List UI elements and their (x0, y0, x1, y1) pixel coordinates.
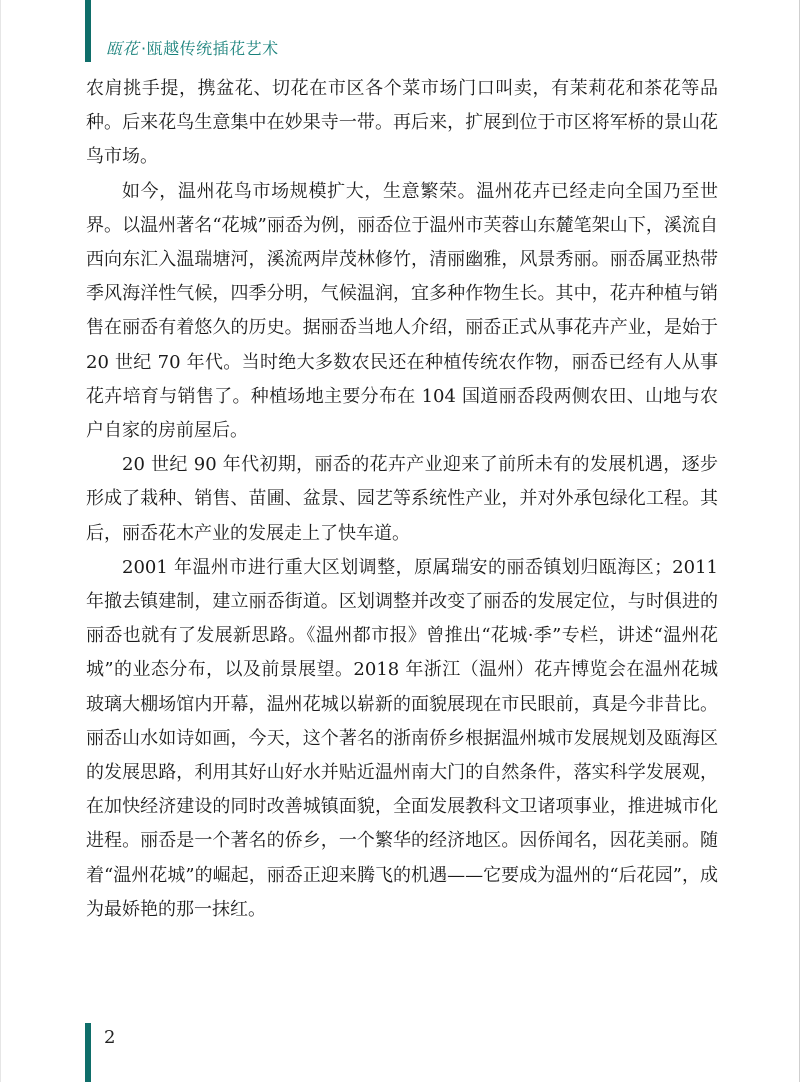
paragraph: 2001 年温州市进行重大区划调整，原属瑞安的丽岙镇划归瓯海区；2011 年撤去镇建制，建立丽岙街道。区划调整并改变了丽岙的发展定位，与时俱进的丽岙也就有了发展新思路。《温州都市报》曾推出“花城·季”专栏，讲述“温州花城”的业态分布，以及前景展望。2018 年浙江（温州）花卉博览会在温州花城玻璃大棚场馆内开幕，温州花城以崭新的面貌展现在市民眼前，真是今非昔比。丽岙山水如诗如画，今天，这个著名的浙南侨乡根据温州城市发展规划及瓯海区的发展思路，利用其好山好水并贴近温州南大门的自然条件，落实科学发展观，在加快经济建设的同时改善城镇面貌，全面发展教科文卫诸项事业，推进城市化进程。丽岙是一个著名的侨乡，一个繁华的经济地区。因侨闻名，因花美丽。随着“温州花城”的崛起，丽岙正迎来腾飞的机遇——它要成为温州的“后花园”，成为最娇艳的那一抹红。 (86, 556, 718, 920)
footer-accent-bar (85, 1023, 91, 1082)
paragraph-continued: 农肩挑手提，携盆花、切花在市区各个菜市场门口叫卖，有茉莉花和茶花等品种。后来花鸟生意集中在妙果寺一带。再后来，扩展到位于市区将军桥的景山花鸟市场。 (86, 78, 718, 168)
header-accent-bar (85, 0, 91, 62)
body-text (86, 72, 718, 927)
paragraph: 20 世纪 90 年代初期，丽岙的花卉产业迎来了前所未有的发展机遇，逐步形成了栽种、销售、苗圃、盆景、园艺等系统性产业，并对外承包绿化工程。其后，丽岙花木产业的发展走上了快车道。 (86, 454, 718, 544)
running-header (106, 36, 279, 59)
paragraph: 如今，温州花鸟市场规模扩大，生意繁荣。温州花卉已经走向全国乃至世界。以温州著名“花城”丽岙为例，丽岙位于温州市芙蓉山东麓笔架山下，溪流自西向东汇入温瑞塘河，溪流两岸茂林修竹，清丽幽雅，风景秀丽。丽岙属亚热带季风海洋性气候，四季分明，气候温润，宜多种作物生长。其中，花卉种植与销售在丽岙有着悠久的历史。据丽岙当地人介绍，丽岙正式从事花卉产业，是始于 20 世纪 70 年代。当时绝大多数农民还在种植传统农作物，丽岙已经有人从事花卉培育与销售了。种植场地主要分布在 104 国道丽岙段两侧农田、山地与农户自家的房前屋后。 (86, 180, 718, 442)
header-separator: · (141, 39, 147, 58)
header-brand: 瓯花 (106, 39, 140, 58)
header-book-title: 瓯越传统插花艺术 (146, 39, 279, 58)
page-number: 2 (104, 1027, 116, 1048)
page-edge-left (0, 0, 1, 1082)
